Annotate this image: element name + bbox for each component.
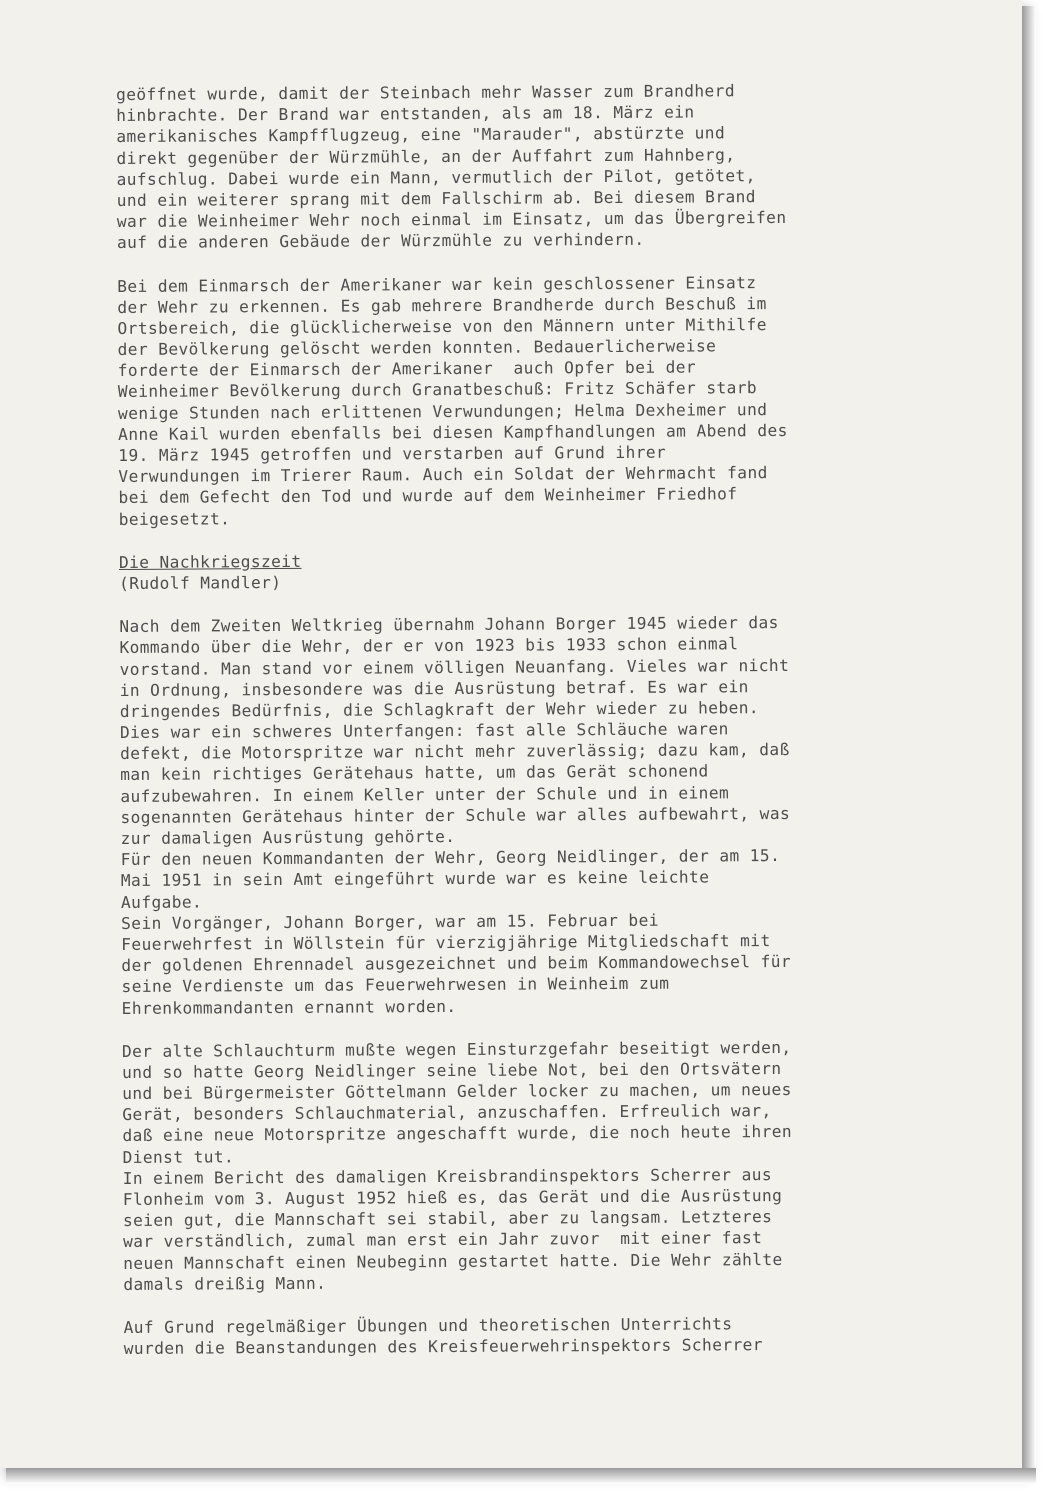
text-line: In einem Bericht des damaligen Kreisbrandinspektors Scherrer aus	[122, 1164, 773, 1188]
text-line: Für den neuen Kommandanten der Wehr, Georg Neidlinger, der am 15.	[120, 846, 781, 870]
text-line: Flonheim vom 3. August 1952 hieß es, das Gerät und die Ausrüstung	[122, 1185, 783, 1209]
text-line: war die Weinheimer Wehr noch einmal im Einsatz, um das Übergreifen	[116, 208, 787, 232]
text-line: Anne Kail wurden ebenfalls bei diesen Kampfhandlungen am Abend des	[118, 420, 788, 444]
paragraph-5	[124, 1312, 974, 1360]
text-line: und ein weiterer sprang mit dem Fallschirm ab. Bei diesem Brand	[116, 187, 756, 210]
text-line: Feuerwehrfest in Wöllstein für vierzigjährige Mitgliedschaft mit	[121, 930, 771, 954]
text-line: Der alte Schlauchturm mußte wegen Einsturzgefahr beseitigt werden,	[121, 1037, 792, 1061]
text-line: der goldenen Ehrennadel ausgezeichnet und beim Kommandowechsel für	[121, 952, 792, 976]
section-heading: Die Nachkriegszeit	[118, 551, 302, 572]
text-line: damals dreißig Mann.	[123, 1273, 327, 1294]
text-line: Auf Grund regelmäßiger Übungen und theoretischen Unterrichts	[123, 1314, 733, 1337]
text-line: Gerät, besonders Schlauchmaterial, anzuschaffen. Erfreulich war,	[122, 1101, 772, 1125]
text-line: war verständlich, zumal man erst ein Jahr zuvor mit einer fast	[123, 1228, 763, 1252]
text-line: geöffnet wurde, damit der Steinbach mehr Wasser zum Brandherd	[116, 81, 736, 104]
text-line: Dienst tut.	[122, 1146, 235, 1167]
text-line: in Ordnung, insbesondere was die Ausrüstung betraf. Es war ein	[119, 676, 749, 700]
text-line: auf die anderen Gebäude der Würzmühle zu verhindern.	[116, 230, 645, 253]
text-line: Ehrenkommandanten ernannt worden.	[121, 996, 457, 1018]
text-line: Aufgabe.	[120, 892, 203, 912]
text-line: Ortsbereich, die glücklicherweise von den Männern unter Mithilfe	[117, 314, 767, 338]
text-line: sogenannten Gerätehaus hinter der Schule war alles aufbewahrt, was	[120, 803, 791, 827]
text-line: forderte der Einmarsch der Amerikaner auch Opfer bei der	[117, 357, 697, 381]
text-line: und so hatte Georg Neidlinger seine liebe Not, bei den Ortsvätern	[121, 1058, 782, 1082]
text-line: Weinheimer Bevölkerung durch Granatbeschuß: Fritz Schäfer starb	[117, 378, 758, 402]
text-line: Mai 1951 in sein Amt eingeführt wurde war es keine leichte	[120, 867, 710, 891]
text-line: direkt gegenüber der Würzmühle, an der Auffahrt zum Hahnberg,	[116, 144, 736, 168]
page-shadow-right	[1022, 6, 1036, 1476]
text-line: wurden die Beanstandungen des Kreisfeuerwehrinspektors Scherrer	[123, 1335, 763, 1359]
text-line: dringendes Bedürfnis, die Schlagkraft der Wehr wieder zu heben.	[119, 697, 760, 721]
text-line: bei dem Gefecht den Tod und wurde auf dem Weinheimer Friedhof	[118, 484, 738, 508]
text-line: wenige Stunden nach erlittenen Verwundungen; Helma Dexheimer und	[117, 399, 768, 423]
section-author: (Rudolf Mandler)	[118, 572, 282, 593]
text-line: seine Verdienste um das Feuerwehrwesen in Weinheim zum	[121, 973, 670, 997]
paragraph-2	[117, 270, 969, 529]
text-line: Bei dem Einmarsch der Amerikaner war kein geschlossener Einsatz	[117, 272, 757, 296]
text-line: beigesetzt.	[118, 508, 231, 529]
text-line: der Wehr zu erkennen. Es gab mehrere Brandherde durch Beschuß im	[117, 293, 767, 317]
text-line: 19. März 1945 getroffen und verstarben auf Grund ihrer	[118, 442, 667, 465]
page-shadow-bottom	[6, 1468, 1036, 1484]
text-line: vorstand. Man stand vor einem völligen Neuanfang. Vieles war nicht	[119, 655, 790, 679]
text-line: und bei Bürgermeister Göttelmann Gelder locker zu machen, um neues	[122, 1079, 792, 1104]
paragraph-4	[122, 1035, 974, 1294]
text-line: aufzubewahren. In einem Keller unter der Schule und in einem	[120, 782, 730, 806]
text-line: Sein Vorgänger, Johann Borger, war am 15. Februar bei	[121, 910, 659, 933]
text-line: man kein richtiges Gerätehaus hatte, um das Gerät schonend	[120, 761, 709, 785]
text-line: seien gut, die Mannschaft sei stabil, aber zu langsam. Letzteres	[122, 1207, 773, 1231]
text-line: defekt, die Motorspritze war nicht mehr zuverlässig; dazu kam, daß	[120, 740, 790, 764]
text-line: neuen Mannschaft einen Neubeginn gestartet hatte. Die Wehr zählte	[123, 1249, 783, 1273]
text-line: hinbrachte. Der Brand war entstanden, als am 18. März ein	[116, 102, 695, 126]
text-line: amerikanisches Kampfflugzeug, eine "Marauder", abstürzte und	[116, 123, 726, 147]
text-line: aufschlug. Dabei wurde ein Mann, vermutlich der Pilot, getötet,	[116, 165, 756, 189]
text-line: daß eine neue Motorspritze angeschafft wurde, die noch heute ihren	[122, 1122, 793, 1146]
text-line: Kommando über die Wehr, der er von 1923 bis 1933 schon einmal	[119, 634, 739, 658]
paragraph-3	[119, 611, 971, 1019]
text-line: der Bevölkerung gelöscht werden konnten. Bedauerlicherweise	[117, 336, 717, 360]
paragraph-1	[116, 79, 967, 254]
text-line: Dies war ein schweres Unterfangen: fast alle Schläuche waren	[119, 719, 729, 743]
text-line: Verwundungen im Trierer Raum. Auch ein Soldat der Wehrmacht fand	[118, 463, 768, 487]
text-line: zur damaligen Ausrüstung gehörte.	[120, 826, 456, 848]
text-line: Nach dem Zweiten Weltkrieg übernahm Johann Borger 1945 wieder das	[119, 613, 779, 637]
page-text	[116, 79, 974, 1359]
